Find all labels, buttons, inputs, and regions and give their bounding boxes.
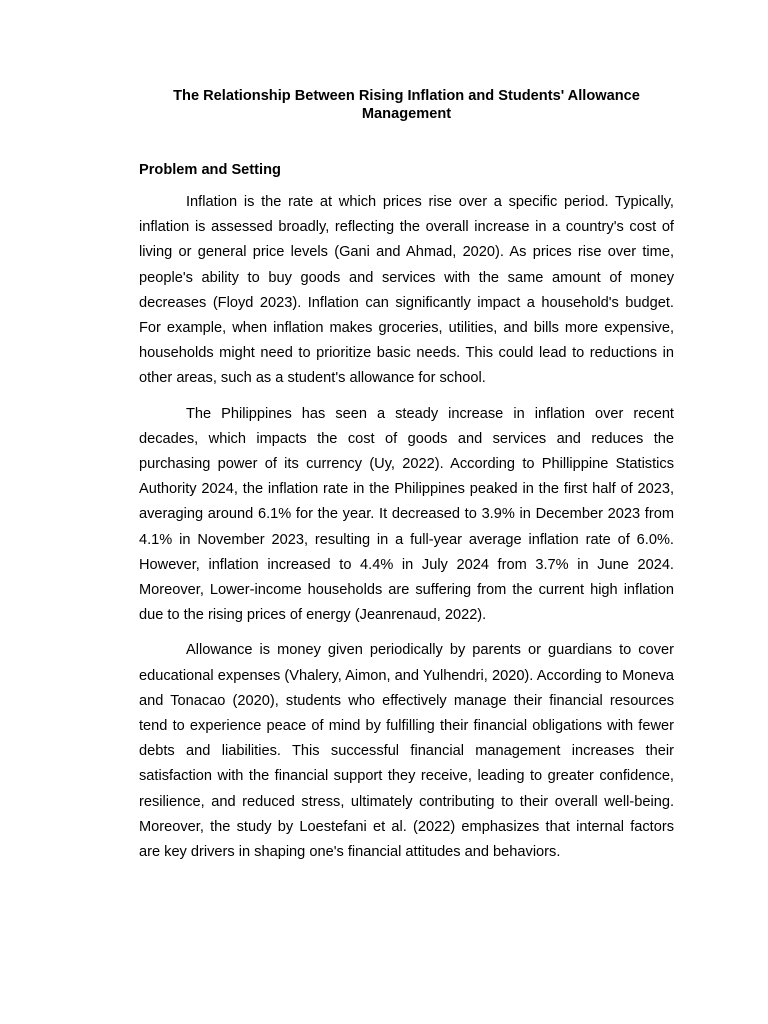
paragraph-philippines-inflation: The Philippines has seen a steady increase in inflation over recent decades, which impacts the cost of goods and services and reduces the purchasing power of its currency (Uy, 2022). According to Phillippine Statistics Authority 2024, the inflation rate in the Philippines peaked in the first half of 2023, averaging around 6.1% for the year. It decreased to 3.9% in December 2023 from 4.1% in November 2023, resulting in a full-year average inflation rate of 6.0%. However, inflation increased to 4.4% in July 2024 from 3.7% in June 2024. Moreover, Lower-income households are suffering from the current high inflation due to the rising prices of energy (Jeanrenaud, 2022).	[139, 405, 674, 624]
paragraph-allowance: Allowance is money given periodically by parents or guardians to cover educational expenses (Vhalery, Aimon, and Yulhendri, 2020). According to Moneva and Tonacao (2020), students who effectively manage their financial resources tend to experience peace of mind by fulfilling their financial obligations with fewer debts and liabilities. This successful financial management increases their satisfaction with the financial support they receive, leading to greater confidence, resilience, and reduced stress, ultimately contributing to their overall well-being. Moreover, the study by Loestefani et al. (2022) emphasizes that internal factors are key drivers in shaping one's financial attitudes and behaviors.	[139, 642, 674, 861]
paragraph-inflation-definition: Inflation is the rate at which prices rise over a specific period. Typically, inflation is assessed broadly, reflecting the overall increase in a country's cost of living or general price levels (Gani and Ahmad, 2020). As prices rise over time, people's ability to buy goods and services with the same amount of money decreases (Floyd 2023). Inflation can significantly impact a household's budget. For example, when inflation makes groceries, utilities, and bills more expensive, households might need to prioritize basic needs. This could lead to reductions in other areas, such as a student's allowance for school.	[139, 194, 674, 387]
document-title: The Relationship Between Rising Inflation and Students' Allowance Management	[173, 88, 640, 122]
document-page	[139, 87, 674, 865]
section-heading: Problem and Setting	[139, 162, 281, 178]
